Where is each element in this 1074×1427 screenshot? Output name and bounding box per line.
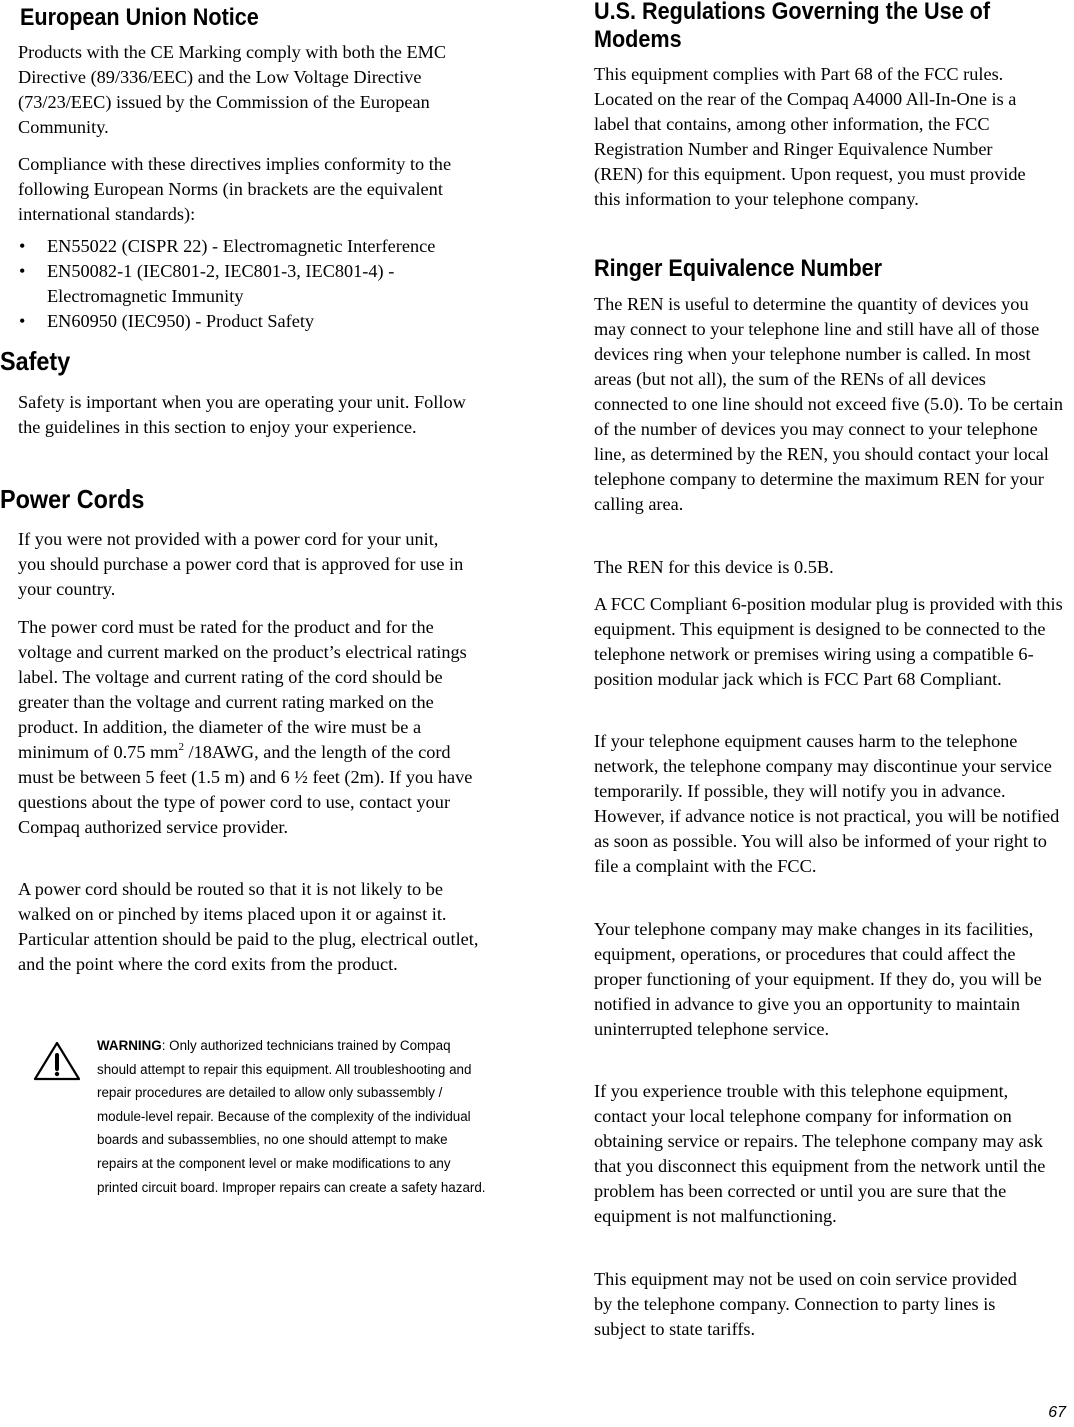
european-union-notice-heading: European Union Notice [20, 4, 259, 31]
power-cords-paragraph-2: The power cord must be rated for the product and for the voltage and current marked on the product’s electrical ratings label. The voltage and current rating of the cord should be greater than the voltage and current rating marked on the product. In addition, the diameter of the wire must be a minimum of 0.75 $mm^2$ /18AWG, and the length of the cord must be between 5 feet (1.5 m) and 6 ½ feet (2m). If you have questions about the type of power cord to use, contact your Compaq authorized service provider. [18, 617, 473, 837]
bullet-icon: • [19, 261, 26, 281]
power-cords-heading: Power Cords [0, 484, 145, 514]
us-modem-regulations-heading: U.S. Regulations Governing the Use of Modems [594, 0, 991, 53]
ringer-equivalence-number-heading: Ringer Equivalence Number [594, 255, 883, 282]
list-item: • EN60950 (IEC950) - Product Safety [19, 309, 499, 334]
ren-paragraph-device-value: The REN for this device is 0.5B. [594, 557, 834, 577]
eu-paragraph-compliance: Compliance with these directives implies conformity to the following European Norms (in brackets are the equivalent international standards): [18, 154, 452, 224]
power-cords-paragraph-3: A power cord should be routed so that it is not likely to be walked on or pinched by items placed upon it or against it. Particular attention should be paid to the plug, electrical outlet, and the point where the cord exits from the product. [18, 879, 479, 974]
list-item: • EN50082-1 (IEC801-2, IEC801-3, IEC801-4) - Electromagnetic Immunity [19, 261, 395, 306]
list-item: • EN55022 (CISPR 22) - Electromagnetic Interference [19, 234, 499, 259]
ren-paragraph-usefulness: The REN is useful to determine the quantity of devices you may connect to your telephone line and still have all of those devices ring when your telephone number is called. In most areas (but not all), the sum of the RENs of all devices connected to one line should not exceed five (5.0). To be certain of the number of devices you may connect to your telephone line, as determined by the REN, you should contact your local telephone company to determine the maximum REN for your calling area. [594, 294, 1063, 514]
warning-note: WARNING: Only authorized technicians trained by Compaq should attempt to repair this equipment. All troubleshooting and repair procedures are detailed to allow only subassembly / module-level repair. Because of the complexity of the individual boards and subassemblies, no one should attempt to make repairs at the component level or make modifications to any printed circuit board. Improper repairs can create a safety hazard. [97, 1038, 486, 1195]
ren-paragraph-coin-service: This equipment may not be used on coin service provided by the telephone company. Connection to party lines is subject to state tariffs. [594, 1269, 1017, 1339]
ren-paragraph-modular-plug: A FCC Compliant 6-position modular plug is provided with this equipment. This equipment is designed to be connected to the telephone network or premises wiring using a compatible 6-position modular jack which is FCC Part 68 Compliant. [594, 594, 1063, 689]
bullet-icon: • [19, 311, 26, 331]
power-cords-paragraph-1: If you were not provided with a power cord for your unit, you should purchase a power cord that is approved for use in your country. [18, 529, 464, 599]
fcc-paragraph-part-68: This equipment complies with Part 68 of the FCC rules. Located on the rear of the Compaq A4000 All-In-One is a label that contains, among other information, the FCC Registration Number and Ringer Equivalence Number (REN) for this equipment. Upon request, you must provide this information to your telephone company. [594, 64, 1026, 209]
ren-paragraph-changes: Your telephone company may make changes in its facilities, equipment, operations, or procedures that could affect the proper functioning of your equipment. If they do, you will be notified in advance to give you an opportunity to maintain uninterrupted telephone service. [594, 919, 1042, 1039]
safety-paragraph: Safety is important when you are operating your unit. Follow the guidelines in this section to enjoy your experience. [18, 392, 466, 437]
ren-paragraph-trouble: If you experience trouble with this telephone equipment, contact your local telephone company for information on obtaining service or repairs. The telephone company may ask that you disconnect this equipment from the network until the problem has been corrected or until you are sure that the equipment is not malfunctioning. [594, 1081, 1046, 1226]
eu-norms-list [19, 234, 499, 334]
ren-paragraph-harm: If your telephone equipment causes harm to the telephone network, the telephone company may discontinue your service temporarily. If possible, they will notify you in advance. However, if advance notice is not practical, you will be notified as soon as possible. You will also be informed of your right to file a complaint with the FCC. [594, 731, 1060, 876]
warning-label: WARNING [97, 1038, 162, 1053]
page-number: 67 [1048, 1404, 1066, 1421]
warning-triangle-icon [32, 1040, 82, 1082]
bullet-icon: • [19, 236, 26, 256]
safety-heading: Safety [0, 346, 71, 376]
eu-paragraph-ce-marking: Products with the CE Marking comply with both the EMC Directive (89/336/EEC) and the Low Voltage Directive (73/23/EEC) issued by the Commission of the European Community. [18, 42, 447, 137]
superscript: 2 [178, 741, 184, 753]
